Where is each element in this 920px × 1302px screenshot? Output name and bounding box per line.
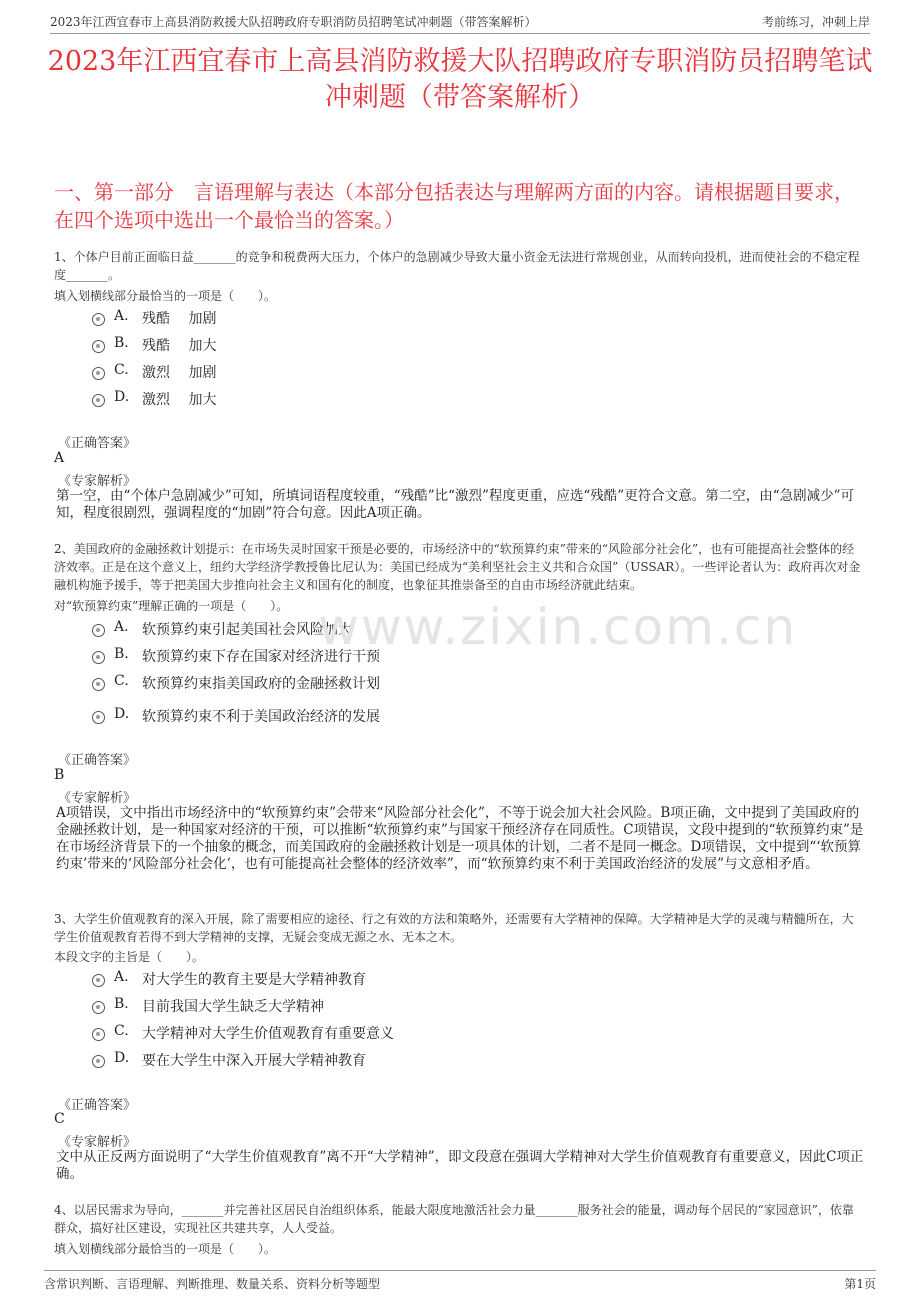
radio-button-icon[interactable] xyxy=(92,974,105,987)
footer-question-types: 含常识判断、言语理解、判断推理、数量关系、资料分析等题型 xyxy=(44,1277,381,1291)
option-letter: B. xyxy=(114,335,129,351)
option-letter: D. xyxy=(114,1050,130,1066)
question-2-prompt: 对“软预算约束”理解正确的一项是（ ）。 xyxy=(54,599,289,613)
option-text: 目前我国大学生缺乏大学精神 xyxy=(142,999,324,1015)
explanation-label: 《专家解析》 xyxy=(58,474,137,489)
option-text: 激烈 加大 xyxy=(142,392,217,408)
radio-button-icon[interactable] xyxy=(92,678,105,691)
question-1-answer: A xyxy=(54,450,65,466)
radio-button-icon[interactable] xyxy=(92,711,105,724)
page-header xyxy=(50,10,870,34)
radio-button-icon[interactable] xyxy=(92,313,105,326)
option-letter: C. xyxy=(114,362,129,378)
question-3-explanation: 文中从正反两方面说明了“大学生价值观教育”离不开“大学精神”，即文段意在强调大学精神对大学生价值观教育有重要意义，因此C项正确。 xyxy=(56,1149,864,1182)
radio-button-icon[interactable] xyxy=(92,394,105,407)
header-doc-title: 2023年江西宜春市上高县消防救援大队招聘政府专职消防员招聘笔试冲刺题（带答案解析） xyxy=(50,15,537,29)
answer-label: 《正确答案》 xyxy=(58,753,137,768)
question-1-explanation: 第一空，由“个体户急剧减少”可知，所填词语程度较重，“残酷”比“激烈”程度更重，应选“残酷”更符合文意。第二空，由“急剧减少”可知，程度很剧烈，强调程度的“加剧”符合句意。因此A项正确。 xyxy=(56,488,855,521)
option-text: 对大学生的教育主要是大学精神教育 xyxy=(142,972,366,988)
watermark: www.zixin.com.cn xyxy=(318,598,798,656)
option-letter: A. xyxy=(114,619,129,635)
question-3-answer: C xyxy=(54,1111,65,1127)
option-text: 残酷 加剧 xyxy=(142,311,217,327)
explanation-label: 《专家解析》 xyxy=(58,791,137,806)
option-letter: A. xyxy=(114,969,129,985)
option-letter: B. xyxy=(114,646,129,662)
question-3-stem: 3、大学生价值观教育的深入开展，除了需要相应的途径、行之有效的方法和策略外，还需要有大学精神的保障。大学精神是大学的灵魂与精髓所在，大学生价值观教育若得不到大学精神的支撑，无疑会变成无源之水、无本之木。 xyxy=(54,912,854,944)
answer-label: 《正确答案》 xyxy=(58,436,137,451)
option-letter: B. xyxy=(114,996,129,1012)
document-title: 2023年江西宜春市上高县消防救援大队招聘政府专职消防员招聘笔试冲刺题（带答案解析） xyxy=(47,46,873,113)
option-text: 激烈 加剧 xyxy=(142,365,217,381)
option-text: 要在大学生中深入开展大学精神教育 xyxy=(142,1053,366,1069)
option-text: 残酷 加大 xyxy=(142,338,217,354)
question-2-stem: 2、美国政府的金融拯救计划提示：在市场失灵时国家干预是必要的，市场经济中的“软预算约束”带来的“风险部分社会化”，也有可能提高社会整体的经济效率。正是在这个意义上，纽约大学经济学教授鲁比尼认为：美国已经成为“美利坚社会主义共和合众国”（USSAR）。一些评论者认为：政府再次对金融机构施予援手，等于把美国大步推向社会主义和国有化的制度，也象征其推崇备至的自由市场经济就此结束。 xyxy=(54,542,861,592)
question-4-prompt: 填入划横线部分最恰当的一项是（ ）。 xyxy=(54,1242,277,1256)
radio-button-icon[interactable] xyxy=(92,1028,105,1041)
page-number: 第1页 xyxy=(844,1277,876,1291)
option-text: 软预算约束下存在国家对经济进行干预 xyxy=(142,649,380,665)
section-heading: 一、第一部分 言语理解与表达（本部分包括表达与理解两方面的内容。请根据题目要求，在四个选项中选出一个最恰当的答案。） xyxy=(54,180,854,232)
explanation-label: 《专家解析》 xyxy=(58,1135,137,1150)
page-footer xyxy=(44,1270,876,1296)
question-1-prompt: 填入划横线部分最恰当的一项是（ ）。 xyxy=(54,289,277,303)
option-text: 大学精神对大学生价值观教育有重要意义 xyxy=(142,1026,394,1042)
option-text: 软预算约束指美国政府的金融拯救计划 xyxy=(142,676,380,692)
radio-button-icon[interactable] xyxy=(92,1001,105,1014)
radio-button-icon[interactable] xyxy=(92,624,105,637)
option-letter: C. xyxy=(114,1023,129,1039)
radio-button-icon[interactable] xyxy=(92,651,105,664)
answer-label: 《正确答案》 xyxy=(58,1098,137,1113)
question-4-stem: 4、以居民需求为导向，_______并完善社区居民自治组织体系，能最大限度地激活社会力量_______服务社会的能量，调动每个居民的“家园意识”，依靠群众，搞好社区建设，实现社区共建共享，人人受益。 xyxy=(54,1203,854,1235)
option-letter: D. xyxy=(114,706,130,722)
option-letter: A. xyxy=(114,308,129,324)
option-letter: C. xyxy=(114,673,129,689)
option-letter: D. xyxy=(114,389,130,405)
radio-button-icon[interactable] xyxy=(92,367,105,380)
question-2-answer: B xyxy=(54,767,65,783)
header-slogan: 考前练习，冲刺上岸 xyxy=(761,15,870,29)
question-3-prompt: 本段文字的主旨是（ ）。 xyxy=(54,950,205,964)
radio-button-icon[interactable] xyxy=(92,340,105,353)
radio-button-icon[interactable] xyxy=(92,1055,105,1068)
question-1-stem: 1、个体户目前正面临日益_______的竞争和税费两大压力，个体户的急剧减少导致大量小资金无法进行常规创业，从而转向投机，进而使社会的不稳定程度_______。 xyxy=(54,250,860,282)
question-2-explanation: A项错误，文中指出市场经济中的“软预算约束”会带来“风险部分社会化”，不等于说会加大社会风险。B项正确，文中提到了美国政府的金融拯救计划，是一种国家对经济的干预，可以推断“软预算约束”与国家干预经济存在同质性。C项错误，文段中提到的“软预算约束”是在市场经济背景下的一个抽象的概念，而美国政府的金融拯救计划是一项具体的计划，二者不是同一概念。D项错误，文中提到“‘软预算约束’带来的‘风险部分社会化’，也有可能提高社会整体的经济效率”，而“软预算约束不利于美国政治经济的发展”与文意相矛盾。 xyxy=(56,805,864,872)
option-text: 软预算约束引起美国社会风险加大 xyxy=(142,622,352,638)
option-text: 软预算约束不利于美国政治经济的发展 xyxy=(142,709,380,725)
